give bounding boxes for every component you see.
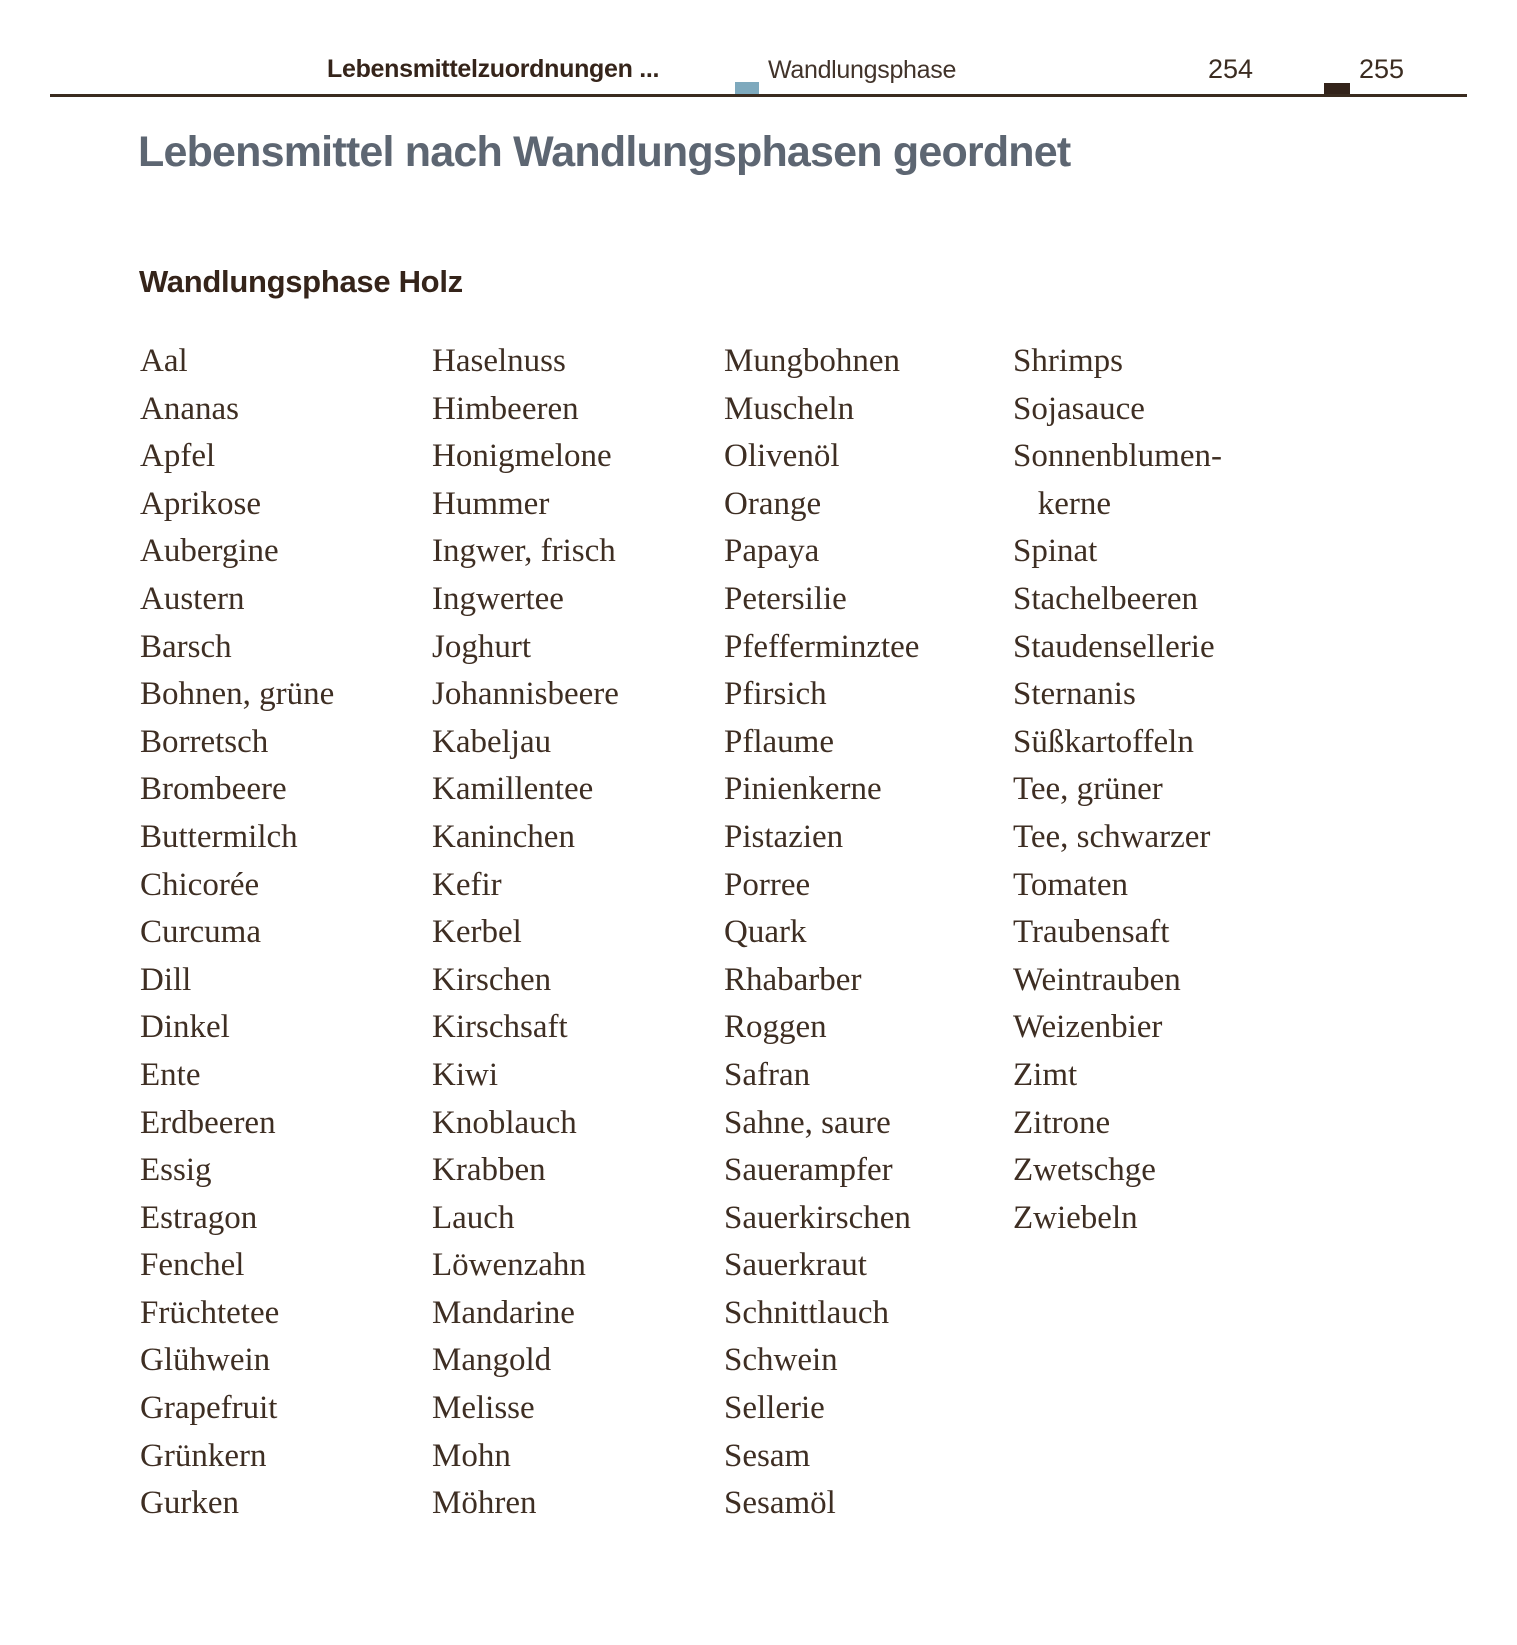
list-item: Kabeljau [432, 723, 552, 760]
list-item: Sonnenblumen- [1013, 438, 1222, 475]
list-item: Kiwi [432, 1056, 498, 1093]
list-item: Aubergine [140, 533, 279, 570]
list-item: Pistazien [724, 818, 844, 855]
list-item: Essig [140, 1152, 212, 1189]
list-item: Mandarine [432, 1294, 575, 1331]
list-item: Früchtetee [140, 1294, 280, 1331]
list-item: Schnittlauch [724, 1294, 889, 1331]
list-item: Knoblauch [432, 1104, 577, 1141]
list-item: Sesam [724, 1437, 811, 1474]
list-item: kerne [1013, 485, 1112, 522]
list-item: Sellerie [724, 1390, 825, 1427]
list-item: Safran [724, 1056, 811, 1093]
list-item: Kefir [432, 866, 502, 903]
list-item: Sahne, saure [724, 1104, 891, 1141]
list-item: Ananas [140, 390, 239, 427]
list-item: Fenchel [140, 1247, 245, 1284]
food-column-2 [432, 338, 724, 1528]
list-item: Chicorée [140, 866, 260, 903]
list-item: Petersilie [724, 580, 847, 617]
list-item: Pfefferminztee [724, 628, 920, 665]
list-item: Brombeere [140, 771, 287, 808]
list-item: Ingwer, frisch [432, 533, 616, 570]
list-item: Ingwertee [432, 580, 564, 617]
list-item: Aal [140, 343, 188, 379]
list-item: Möhren [432, 1485, 537, 1522]
list-item: Grapefruit [140, 1390, 278, 1427]
list-item: Kirschen [432, 961, 552, 998]
list-item: Schwein [724, 1342, 838, 1379]
food-column-1 [140, 338, 432, 1528]
list-item: Tomaten [1013, 866, 1128, 903]
list-item: Aprikose [140, 485, 261, 522]
list-item: Johannisbeere [432, 676, 619, 713]
list-item: Himbeeren [432, 390, 579, 427]
list-item: Barsch [140, 628, 232, 665]
list-item: Pinienkerne [724, 771, 882, 808]
list-item: Erdbeeren [140, 1104, 276, 1141]
list-item: Curcuma [140, 914, 261, 951]
list-item: Kirschsaft [432, 1009, 568, 1046]
list-item: Lauch [432, 1199, 515, 1236]
list-item: Roggen [724, 1009, 827, 1046]
running-header-book-section: Lebensmittelzuordnungen ... [327, 55, 660, 83]
list-item: Weizenbier [1013, 1009, 1163, 1046]
page-number-left: 254 [1208, 54, 1254, 84]
list-item: Olivenöl [724, 438, 840, 475]
list-item: Löwenzahn [432, 1247, 586, 1284]
header-rule [50, 94, 1467, 97]
page-number-right: 255 [1358, 54, 1404, 84]
list-item: Melisse [432, 1390, 535, 1427]
list-item: Süßkartoffeln [1013, 723, 1194, 760]
list-item: Mangold [432, 1342, 552, 1379]
list-item: Sojasauce [1013, 390, 1145, 427]
list-item: Mungbohnen [724, 343, 900, 379]
list-item: Zwiebeln [1013, 1199, 1138, 1236]
list-item: Sternanis [1013, 676, 1136, 713]
list-item: Muscheln [724, 390, 855, 427]
list-item: Rhabarber [724, 961, 862, 998]
list-item: Bohnen, grüne [140, 676, 335, 713]
list-item: Krabben [432, 1152, 546, 1189]
list-item: Ente [140, 1056, 201, 1093]
list-item: Estragon [140, 1199, 258, 1236]
list-item: Quark [724, 914, 807, 951]
list-item: Kerbel [432, 914, 522, 951]
list-item: Pflaume [724, 723, 834, 760]
list-item: Papaya [724, 533, 820, 570]
list-item: Borretsch [140, 723, 269, 760]
list-item: Stachelbeeren [1013, 580, 1199, 617]
list-item: Shrimps [1013, 343, 1124, 379]
list-item: Tee, grüner [1013, 771, 1163, 808]
list-item: Kamillentee [432, 771, 594, 808]
list-item: Zitrone [1013, 1104, 1111, 1141]
list-item: Glühwein [140, 1342, 271, 1379]
running-header [0, 0, 1517, 100]
list-item: Tee, schwarzer [1013, 818, 1211, 855]
list-item: Kaninchen [432, 818, 575, 855]
list-item: Joghurt [432, 628, 531, 665]
list-item: Sauerkirschen [724, 1199, 911, 1236]
list-item: Pfirsich [724, 676, 827, 713]
food-column-4 [1013, 338, 1305, 1242]
list-item: Sesamöl [724, 1485, 836, 1522]
section-heading: Wandlungsphase Holz [139, 264, 463, 299]
list-item: Buttermilch [140, 818, 298, 855]
food-column-3 [724, 338, 1016, 1528]
list-item: Zwetschge [1013, 1152, 1156, 1189]
list-item: Traubensaft [1013, 914, 1170, 951]
list-item: Gurken [140, 1485, 239, 1522]
list-item: Grünkern [140, 1437, 267, 1474]
list-item: Dinkel [140, 1009, 230, 1046]
list-item: Austern [140, 580, 245, 617]
list-item: Porree [724, 866, 811, 903]
list-item: Apfel [140, 438, 216, 475]
list-item: Staudensellerie [1013, 628, 1215, 665]
list-item: Haselnuss [432, 343, 566, 379]
list-item: Sauerkraut [724, 1247, 867, 1284]
list-item: Honigmelone [432, 438, 612, 475]
list-item: Sauerampfer [724, 1152, 893, 1189]
page-title: Lebensmittel nach Wandlungsphasen geordnet [138, 128, 1071, 176]
list-item: Orange [724, 485, 822, 522]
running-header-chapter-label: Wandlungsphase [768, 56, 957, 84]
list-item: Mohn [432, 1437, 511, 1474]
list-item: Spinat [1013, 533, 1098, 570]
list-item: Dill [140, 961, 192, 998]
list-item: Weintrauben [1013, 961, 1181, 998]
list-item: Zimt [1013, 1056, 1078, 1093]
list-item: Hummer [432, 485, 550, 522]
